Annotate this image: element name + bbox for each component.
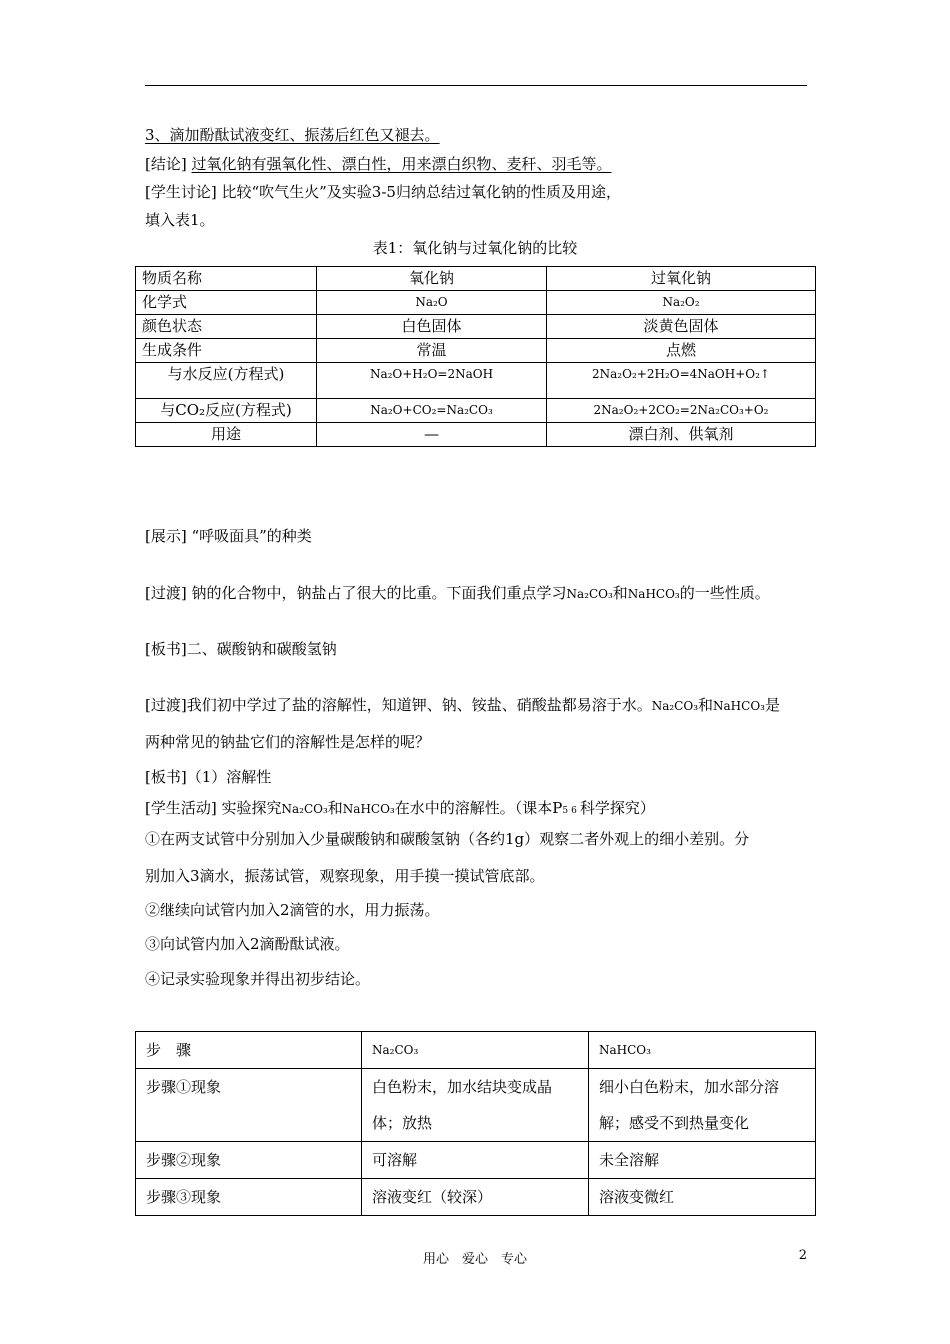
- table-cell: Na₂O₂: [547, 291, 816, 315]
- table-cell: 与水反应(方程式): [136, 363, 317, 399]
- transition-line-2: [过渡]我们初中学过了盐的溶解性，知道钾、钠、铵盐、硝酸盐都易溶于水。Na₂CO₃和NaHCO₃是: [145, 696, 780, 714]
- header-rule: [145, 85, 807, 86]
- table-header-cell: Na₂CO₃: [362, 1032, 589, 1069]
- table-cell: 未全溶解: [589, 1142, 816, 1179]
- board-solubility: [板书]（1）溶解性: [145, 768, 272, 786]
- table-cell: 2Na₂O₂+2H₂O=4NaOH+O₂↑: [547, 363, 816, 399]
- table-cell: 颜色状态: [136, 315, 317, 339]
- table-cell: 淡黄色固体: [547, 315, 816, 339]
- text-line-1: 3、滴加酚酞试液变红、振荡后红色又褪去。: [145, 126, 440, 144]
- table-row: [136, 1142, 816, 1179]
- table-row: [136, 291, 816, 315]
- table-header-cell: 氧化钠: [317, 267, 547, 291]
- table-cell: 化学式: [136, 291, 317, 315]
- table-cell: 漂白剂、供氧剂: [547, 423, 816, 447]
- table-cell: Na₂O+H₂O=2NaOH: [317, 363, 547, 399]
- table-cell: 2Na₂O₂+2CO₂=2Na₂CO₃+O₂: [547, 399, 816, 423]
- step-1-line-a: ①在两支试管中分别加入少量碳酸钠和碳酸氢钠（各约1g）观察二者外观上的细小差别。分: [145, 830, 750, 848]
- table-header-cell: NaHCO₃: [589, 1032, 816, 1069]
- table-cell: 生成条件: [136, 339, 317, 363]
- table-row: [136, 363, 816, 399]
- table-header-cell: 过氧化钠: [547, 267, 816, 291]
- page-number: 2: [798, 1248, 807, 1263]
- table-cell: 细小白色粉末，加水部分溶 解；感受不到热量变化: [589, 1069, 816, 1142]
- table-cell: Na₂O+CO₂=Na₂CO₃: [317, 399, 547, 423]
- table2-solubility-observations: [135, 1031, 816, 1216]
- student-activity: [学生活动] 实验探究Na₂CO₃和NaHCO₃在水中的溶解性。（课本P56科学探究）: [145, 799, 655, 817]
- fill-table-line: 填入表1。: [145, 211, 215, 229]
- table-cell: 白色固体: [317, 315, 547, 339]
- table-cell: 白色粉末，加水结块变成晶 体；放热: [362, 1069, 589, 1142]
- table-row: [136, 1069, 816, 1142]
- student-discussion: [学生讨论] 比较“吹气生火”及实验3-5归纳总结过氧化钠的性质及用途，: [145, 183, 621, 201]
- table-cell: —: [317, 423, 547, 447]
- footer-motto: 用心 爱心 专心: [422, 1252, 527, 1267]
- table-header-cell: 步 骤: [136, 1032, 362, 1069]
- transition-line-2b: 两种常见的钠盐它们的溶解性是怎样的呢？: [145, 733, 431, 751]
- step-1-line-b: 别加入3滴水，振荡试管，观察现象，用手摸一摸试管底部。: [145, 867, 545, 885]
- table-row: [136, 399, 816, 423]
- table-cell: 可溶解: [362, 1142, 589, 1179]
- table-cell: 溶液变微红: [589, 1179, 816, 1216]
- table-cell: 点燃: [547, 339, 816, 363]
- table-row: [136, 1179, 816, 1216]
- board-section-2: [板书]二、碳酸钠和碳酸氢钠: [145, 640, 337, 658]
- table-cell: 步骤①现象: [136, 1069, 362, 1142]
- table-cell: 步骤②现象: [136, 1142, 362, 1179]
- table-row: [136, 1032, 816, 1069]
- step-4: ④记录实验现象并得出初步结论。: [145, 970, 371, 988]
- show-breathing-mask: [展示] “呼吸面具”的种类: [145, 527, 312, 545]
- table-cell: 溶液变红（较深）: [362, 1179, 589, 1216]
- table-cell: 用途: [136, 423, 317, 447]
- table-cell: Na₂O: [317, 291, 547, 315]
- transition-line-1: [过渡] 钠的化合物中，钠盐占了很大的比重。下面我们重点学习Na₂CO₃和NaHCO₃的一些性质。: [145, 584, 770, 602]
- table-cell: 步骤③现象: [136, 1179, 362, 1216]
- table-cell: 常温: [317, 339, 547, 363]
- table1-sodium-oxide-comparison: [135, 266, 816, 447]
- conclusion-line: [结论] 过氧化钠有强氧化性、漂白性，用来漂白织物、麦秆、羽毛等。: [145, 155, 612, 173]
- table-header-cell: 物质名称: [136, 267, 317, 291]
- table-cell: 与CO₂反应(方程式): [136, 399, 317, 423]
- step-2: ②继续向试管内加入2滴管的水，用力振荡。: [145, 901, 440, 919]
- table-row: [136, 339, 816, 363]
- table-row: [136, 423, 816, 447]
- table-row: [136, 315, 816, 339]
- step-3: ③向试管内加入2滴酚酞试液。: [145, 935, 350, 953]
- table1-title: 表1：氧化钠与过氧化钠的比较: [372, 239, 578, 257]
- table-row: [136, 267, 816, 291]
